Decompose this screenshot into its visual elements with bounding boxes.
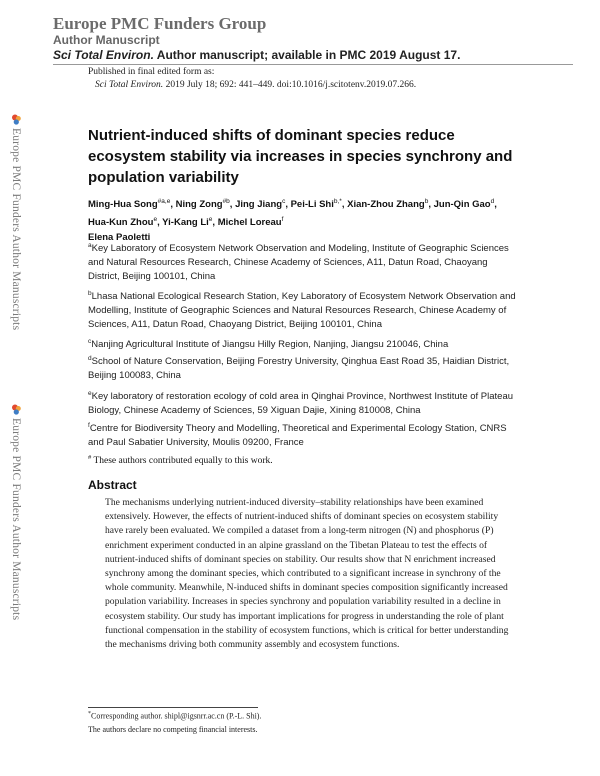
author-sup: f — [281, 216, 284, 224]
affiliation-sup: a — [88, 242, 92, 249]
sidebar-watermark-bottom — [6, 404, 26, 620]
author-sup: c — [282, 198, 286, 205]
author-name: Michel Loreau — [217, 217, 282, 229]
sidebar-label: Europe PMC Funders Author Manuscripts — [10, 128, 22, 331]
published-note — [88, 66, 416, 92]
journal-name: Sci Total Environ. — [53, 48, 154, 62]
affiliation — [88, 387, 520, 418]
author-name: Jing Jiang — [235, 199, 283, 211]
affiliation-text: Centre for Biodiversity Theory and Modelling, Theoretical and Experimental Ecology Station, CNRS and Paul Sabatier University, Moulis 09200, France — [88, 423, 507, 449]
abstract-heading: Abstract — [88, 478, 137, 492]
author-name: Ming-Hua Song — [88, 199, 158, 211]
logo-dot-blue — [14, 119, 19, 124]
author-name: Pei-Li Shi — [290, 199, 334, 211]
author-list: Ming-Hua Song$^{\#a,e}$, Ning Zong$^{\#b}$, Jing Jiang$^c$, Pei-Li Shi$^{b,*}$, Xian-Zhou Zhang$^b$, Jun-Qin Gao$^d$, Hua-Kun Zhou$^e$, Yi-Kang Li$^e$, Michel Loreau$^f$ Elena Paoletti — [88, 198, 497, 244]
author-manuscript-label: Author Manuscript — [53, 33, 160, 47]
affiliation-sup: d — [88, 355, 92, 362]
affiliation — [88, 419, 520, 450]
affiliation-text: Key Laboratory of Ecosystem Network Observation and Modeling, Institute of Geographic Sciences and Natural Resources Research, Chinese Academy of Sciences, A11, Datun Road, Chaoyang District, Beijing 100101, China — [88, 243, 509, 283]
author-name: Elena Paoletti — [88, 232, 151, 244]
author-sup: #b — [222, 198, 230, 205]
author-sup: b,* — [333, 198, 342, 205]
affiliation-sup: c — [88, 338, 92, 345]
author-name: Yi-Kang Li — [162, 217, 209, 229]
author-sup: #a,e — [157, 198, 171, 205]
author-sup: b — [424, 198, 429, 205]
availability-text: Author manuscript; available in PMC 2019 August 17. — [156, 48, 461, 62]
funder-header — [53, 14, 573, 65]
availability-line — [53, 48, 573, 62]
affiliation — [88, 352, 520, 383]
equal-text: These authors contributed equally to this work. — [93, 456, 273, 467]
corresponding-text: Corresponding author. shipl@igsnrr.ac.cn (P.-L. Shi). — [91, 711, 262, 721]
affiliation-text: Key laboratory of restoration ecology of cold area in Qinghai Province, Northwest Institute of Plateau Biology, Chinese Academy of Sciences, 59 Xiguan Dajie, Xining 810008, China — [88, 391, 514, 417]
funder-group-name: Europe PMC Funders Group — [53, 14, 267, 33]
equal-contribution-note — [88, 454, 273, 466]
affiliation-sup: f — [88, 422, 90, 429]
author-sup: e — [153, 216, 158, 224]
footnote-divider — [88, 707, 258, 708]
author-sup: d — [490, 198, 495, 205]
header-divider — [53, 64, 573, 65]
published-journal: Sci Total Environ. — [95, 80, 164, 90]
equal-sup: # — [88, 454, 92, 461]
sidebar-label: Europe PMC Funders Author Manuscripts — [10, 418, 22, 621]
competing-interests-footnote: The authors declare no competing financial interests. — [88, 725, 258, 734]
sidebar-watermark-top — [6, 114, 26, 330]
affiliation-text: Lhasa National Ecological Research Station, Key Laboratory of Ecosystem Network Observation and Modelling, Institute of Geographic Sciences and Natural Resources Research, Chinese Academy of Sciences, A11, Datun Road, Chaoyang District, Beijing 100101, China — [88, 291, 516, 331]
author-name: Hua-Kun Zhou — [88, 217, 154, 229]
article-title: Nutrient-induced shifts of dominant species reduce ecosystem stability via increases in species synchrony and population variability — [88, 127, 513, 186]
author-sup: e — [208, 216, 213, 224]
author-name: Jun-Qin Gao — [433, 199, 491, 211]
corresponding-footnote — [88, 711, 261, 721]
affiliation — [88, 287, 520, 332]
author-name: Xian-Zhou Zhang — [347, 199, 425, 211]
published-citation — [88, 79, 416, 92]
affiliation-text: Nanjing Agricultural Institute of Jiangsu Hilly Region, Nanjing, Jiangsu 210046, China — [91, 339, 449, 351]
affiliation — [88, 239, 520, 284]
corresponding-sup: * — [88, 711, 91, 717]
affiliation — [88, 335, 520, 352]
europe-pmc-logo-icon — [12, 404, 21, 415]
author-name: Ning Zong — [175, 199, 223, 211]
europe-pmc-logo-icon — [12, 114, 21, 125]
affiliation-text: School of Nature Conservation, Beijing Forestry University, Qinghua East Road 35, Haidian District, Beijing 100083, China — [88, 356, 510, 382]
citation-details: 2019 July 18; 692: 441–449. doi:10.1016/j.scitotenv.2019.07.266. — [165, 80, 417, 90]
logo-dot-blue — [14, 409, 19, 414]
affiliation-sup: e — [88, 390, 92, 397]
abstract-body: The mechanisms underlying nutrient-induced diversity–stability relationships have been examined extensively. However, the effects of nutrient-induced shifts of dominant species on ecosystem stability have rarely been evaluated. We compiled a dataset from a long-term nitrogen (N) and phosphorus (P) enrichment experiment conducted in an alpine grassland on the Tibetan Plateau to test the effects of nutrient-induced shifts of dominant species on stability. Our results show that N enrichment increased synchrony among the dominant species, which contributed to a significant increase in synchrony of the whole community. Meanwhile, N-induced shifts in dominant species composition significantly increased population variability. Increases in species synchrony and population variability resulted in a decline in ecosystem stability. Our study has important implications for progress in understanding the role of plant functional compensation in the stability of ecosystem functions, which is critical for better understanding the mechanisms driving both community assembly and ecosystem functions. — [105, 497, 509, 651]
affiliation-sup: b — [88, 290, 92, 297]
published-label: Published in final edited form as: — [88, 67, 215, 77]
